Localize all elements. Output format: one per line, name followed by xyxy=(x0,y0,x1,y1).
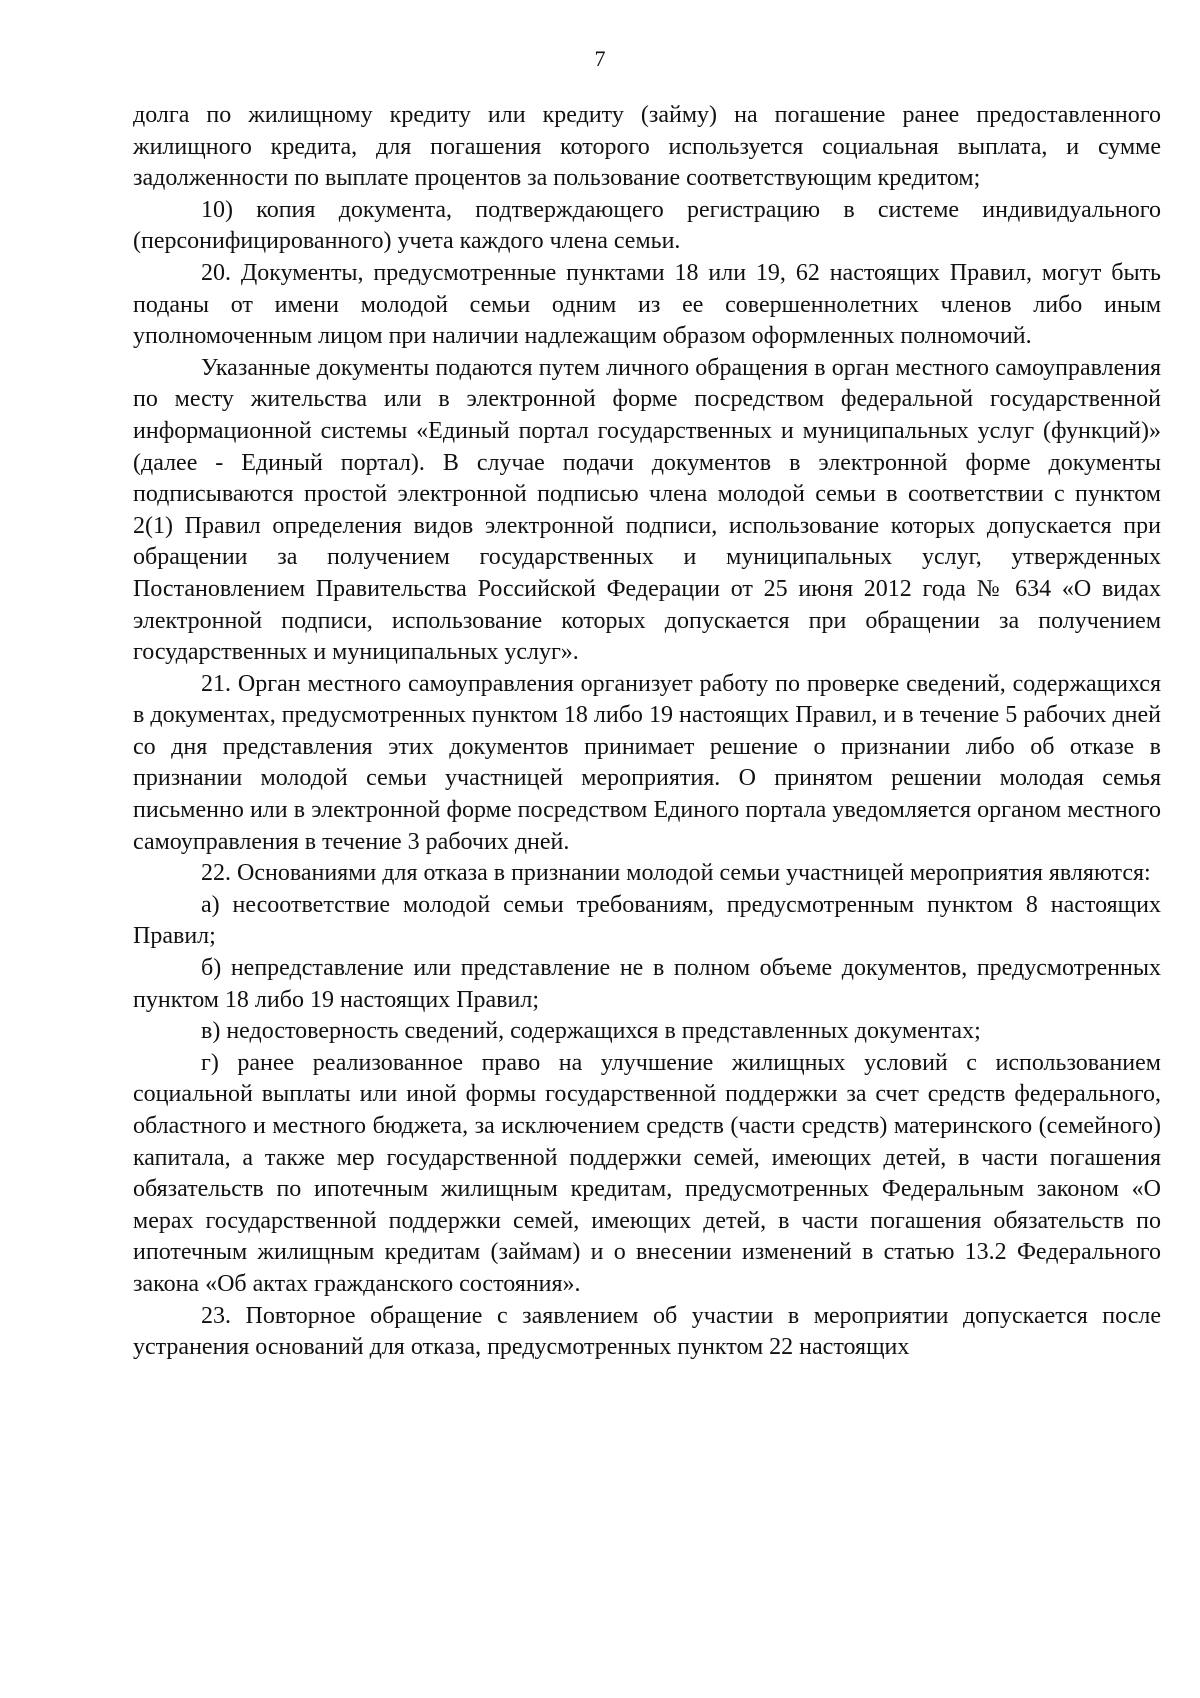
paragraph-item-10: 10) копия документа, подтверждающего регистрацию в системе индивидуального (персонифицированного) учета каждого члена семьи. xyxy=(133,196,1161,255)
paragraph-clause-20: 20. Документы, предусмотренные пунктами 18 или 19, 62 настоящих Правил, могут быть поданы от имени молодой семьи одним из ее совершеннолетних членов либо иным уполномоченным лицом при наличии надлежащим образом оформленных полномочий. xyxy=(133,259,1161,350)
paragraph-clause-23: 23. Повторное обращение с заявлением об участии в мероприятии допускается после устранения оснований для отказа, предусмотренных пунктом 22 настоящих xyxy=(133,1302,1161,1361)
paragraph-item-g: г) ранее реализованное право на улучшение жилищных условий с использованием социальной выплаты или иной формы государственной поддержки за счет средств федерального, областного и местного бюджета, за исключением средств (части средств) материнского (семейного) капитала, а также мер государственной поддержки семей, имеющих детей, в части погашения обязательств по ипотечным жилищным кредитам, предусмотренных Федеральным законом «О мерах государственной поддержки семей, имеющих детей, в части погашения обязательств по ипотечным жилищным кредитам (займам) и о внесении изменений в статью 13.2 Федерального закона «Об актах гражданского состояния». xyxy=(133,1049,1161,1297)
paragraph-item-a: а) несоответствие молодой семьи требованиям, предусмотренным пунктом 8 настоящих Правил; xyxy=(133,891,1161,950)
paragraph-item-b: б) непредставление или представление не в полном объеме документов, предусмотренных пунктом 18 либо 19 настоящих Правил; xyxy=(133,955,1161,1013)
paragraph-submission-method: Указанные документы подаются путем личного обращения в орган местного самоуправления по месту жительства или в электронной форме посредством федеральной государственной информационной системы «Единый портал государственных и муниципальных услуг (функций)» (далее - Единый портал). В случае подачи документов в электронной форме документы подписываются простой электронной подписью члена молодой семьи в соответствии с пунктом 2(1) Правил определения видов электронной подписи, использование которых допускается при обращении за получением государственных и муниципальных услуг, утвержденных Постановлением Правительства Российской Федерации от 25 июня 2012 года № 634 «О видах электронной подписи, использование которых допускается при обращении за получением государственных и муниципальных услуг». xyxy=(133,354,1161,666)
paragraph-debt-continuation: долга по жилищному кредиту или кредиту (займу) на погашение ранее предоставленного жилищного кредита, для погашения которого используется социальная выплата, и сумме задолженности по выплате процентов за пользование соответствующим кредитом; xyxy=(133,102,1161,192)
document-body xyxy=(133,100,1161,1364)
paragraph-clause-21: 21. Орган местного самоуправления организует работу по проверке сведений, содержащихся в документах, предусмотренных пунктом 18 либо 19 настоящих Правил, и в течение 5 рабочих дней со дня представления этих документов принимает решение о признании либо об отказе в признании молодой семьи участницей мероприятия. О принятом решении молодая семья письменно или в электронной форме посредством Единого портала уведомляется органом местного самоуправления в течение 3 рабочих дней. xyxy=(133,670,1161,855)
paragraph-item-v: в) недостоверность сведений, содержащихся в представленных документах; xyxy=(201,1018,981,1045)
page-number: 7 xyxy=(594,46,606,71)
paragraph-clause-22: 22. Основаниями для отказа в признании молодой семьи участницей мероприятия являются: xyxy=(201,860,1151,887)
